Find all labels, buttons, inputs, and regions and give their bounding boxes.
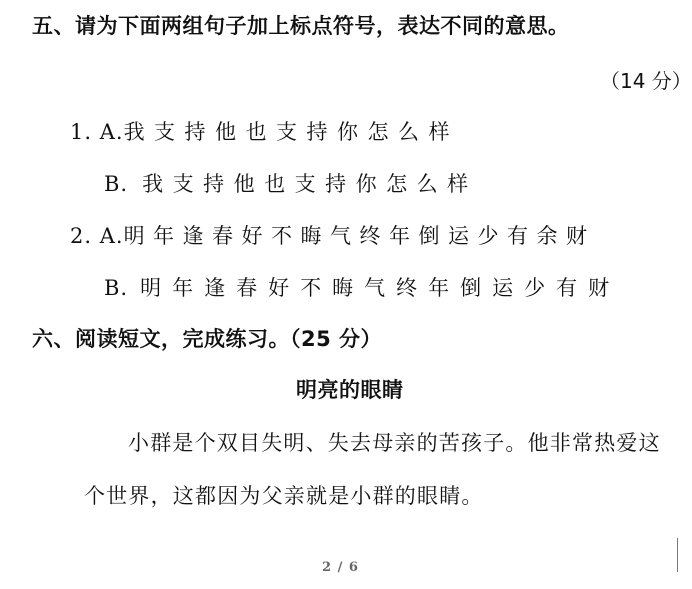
sentence-2a-text: 明年逢春好不晦气终年倒运少有余财 xyxy=(123,224,596,248)
sentence-1a-text: 我支持他也支持你怎么样 xyxy=(123,120,460,144)
page-number: 2 / 6 xyxy=(322,560,359,575)
section-5-score: （14 分） xyxy=(600,69,692,93)
sentence-2b xyxy=(104,272,620,302)
sentence-1a-number: 1. A. xyxy=(70,120,124,144)
sentence-2a xyxy=(70,220,596,250)
article-title: 明亮的眼睛 xyxy=(296,378,404,402)
sentence-1b-text: 我支持他也支持你怎么样 xyxy=(142,172,478,196)
paragraph-line-1: 小群是个双目失明、失去母亲的苦孩子。他非常热爱这 xyxy=(128,431,661,455)
page-edge-divider xyxy=(677,538,678,572)
section-5-heading: 五、请为下面两组句子加上标点符号，表达不同的意思。 xyxy=(32,14,570,38)
sentence-2b-number: B. xyxy=(104,276,129,300)
section-6-heading: 六、阅读短文，完成练习。（25 分） xyxy=(32,327,383,351)
paragraph-line-2: 个世界，这都因为父亲就是小群的眼睛。 xyxy=(84,484,484,508)
sentence-2a-number: 2. A. xyxy=(70,224,124,248)
sentence-2b-text: 明年逢春好不晦气终年倒运少有财 xyxy=(140,276,621,300)
sentence-1b-number: B. xyxy=(104,172,129,196)
sentence-1b xyxy=(104,168,478,198)
sentence-1a xyxy=(70,116,459,146)
